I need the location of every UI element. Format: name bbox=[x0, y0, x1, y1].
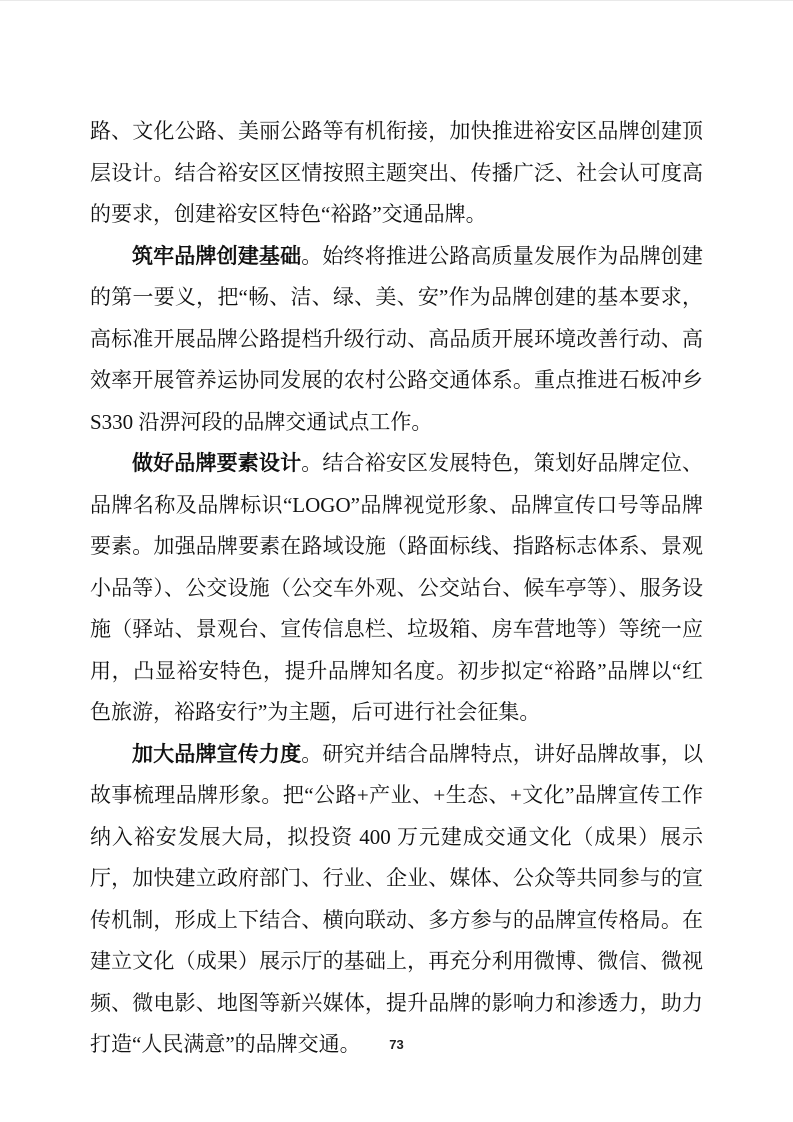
page-number: 73 bbox=[389, 1037, 404, 1052]
paragraph-text: 路、文化公路、美丽公路等有机衔接，加快推进裕安区品牌创建顶层设计。结合裕安区区情按照主题突出、传播广泛、社会认可度高的要求，创建裕安区特色“裕路”交通品牌。 bbox=[90, 119, 703, 226]
paragraph-brand-foundation bbox=[90, 236, 703, 444]
paragraph-brand-elements bbox=[90, 443, 703, 734]
paragraph-lead: 筑牢品牌创建基础 bbox=[132, 243, 302, 268]
document-body bbox=[90, 111, 703, 1066]
paragraph-brand-promotion bbox=[90, 734, 703, 1066]
paragraph-continuation bbox=[90, 111, 703, 236]
paragraph-lead: 做好品牌要素设计 bbox=[132, 451, 302, 475]
paragraph-text: 。结合裕安区发展特色，策划好品牌定位、品牌名称及品牌标识“LOGO”品牌视觉形象、品牌宣传口号等品牌要素。加强品牌要素在路域设施（路面标线、指路标志体系、景观小品等）、公交设施（公交车外观、公交站台、候车亭等）、服务设施（驿站、景观台、宣传信息栏、垃圾箱、房车营地等）等统一应用，凸显裕安特色，提升品牌知名度。初步拟定“裕路”品牌以“红色旅游，裕路安行”为主题，后可进行社会征集。 bbox=[90, 451, 704, 724]
paragraph-text: 。始终将推进公路高质量发展作为品牌创建的第一要义，把“畅、洁、绿、美、安”作为品牌创建的基本要求，高标准开展品牌公路提档升级行动、高品质开展环境改善行动、高效率开展管养运协同发展的农村公路交通体系。重点推进石板冲乡 S330 沿淠河段的品牌交通试点工作。 bbox=[90, 243, 704, 434]
paragraph-lead: 加大品牌宣传力度 bbox=[132, 741, 302, 766]
paragraph-text: 。研究并结合品牌特点，讲好品牌故事，以故事梳理品牌形象。把“公路+产业、+生态、+文化”品牌宣传工作纳入裕安发展大局，拟投资 400 万元建成交通文化（成果）展示厅，加快建立政府部门、行业、企业、媒体、公众等共同参与的宣传机制，形成上下结合、横向联动、多方参与的品牌宣传格局。在建立文化（成果）展示厅的基础上，再充分利用微博、微信、微视频、微电影、地图等新兴媒体，提升品牌的影响力和渗透力，助力打造“人民满意”的品牌交通。 bbox=[90, 741, 704, 1056]
